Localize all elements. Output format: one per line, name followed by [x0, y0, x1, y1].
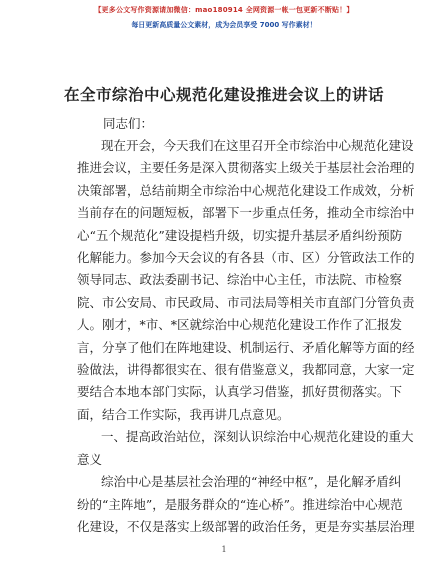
paragraph-line: 言，分享了他们在阵地建设、机制运行、矛盾化解等方面的经: [77, 339, 415, 355]
paragraph-line: 推进会议，主要任务是深入贯彻落实上级关于基层社会治理的: [77, 160, 415, 176]
banner-subtitle-line: 每日更新高质量公文素材，成为会员享受 7000 写作素材！: [131, 21, 317, 29]
document-body: [77, 113, 415, 538]
paragraph-line: 化建设，不仅是落实上级部署的政治任务，更是夯实基层治理: [77, 518, 415, 534]
paragraph-line: 一、提高政治站位，深刻认识综治中心规范化建设的重大: [101, 429, 414, 445]
paragraph-line: 院、市公安局、市民政局、市司法局等相关市直部门分管负责: [77, 294, 415, 310]
header-banner: [0, 5, 448, 30]
paragraph: [77, 135, 415, 426]
banner-promo-line: 【更多公文写作资源请加微信：mao180914 全网资源一帐一包更新不断贴！】: [94, 6, 354, 14]
paragraph-line: 领导同志、政法委副书记、综治中心主任，市法院、市检察: [77, 272, 403, 288]
paragraph-line: 人。刚才，*市、*区就综治中心规范化建设工作作了汇报发: [77, 317, 403, 333]
paragraph-line: 现在开会，今天我们在这里召开全市综治中心规范化建设: [101, 138, 414, 153]
paragraph-line: 化解能力。参加今天会议的有各县（市、区）分管政法工作的: [77, 250, 415, 266]
paragraph-line: 决策部署，总结前期全市综治中心规范化建设工作成效，分析: [77, 182, 415, 198]
paragraph-line: 面，结合工作实际，我再讲几点意见。: [77, 406, 290, 422]
paragraph-line: 要结合本地本部门实际，认真学习借鉴，抓好贯彻落实。下: [77, 384, 403, 400]
paragraph-line: 当前存在的问题短板，部署下一步重点任务，推动全市综治中: [77, 205, 415, 221]
paragraph: [77, 426, 414, 471]
paragraph-line: 心“五个规范化”建设提档升级，切实提升基层矛盾纠纷预防: [77, 227, 403, 243]
paragraph: [77, 471, 415, 538]
paragraph-line: 意义: [77, 451, 103, 467]
page-number: 1: [221, 545, 227, 554]
document-title: 在全市综治中心规范化建设推进会议上的讲话: [63, 86, 384, 104]
paragraph-line: 验做法，讲得都很实在、很有借鉴意义，我都同意，大家一定: [77, 362, 415, 378]
paragraph-line: 纷的“主阵地”，是服务群众的“连心桥”。推进综治中心规范: [77, 496, 403, 512]
paragraph-line: 综治中心是基层社会治理的“神经中枢”，是化解矛盾纠: [101, 474, 402, 490]
paragraph-list: [77, 135, 415, 538]
greeting: 同志们：: [103, 116, 154, 131]
